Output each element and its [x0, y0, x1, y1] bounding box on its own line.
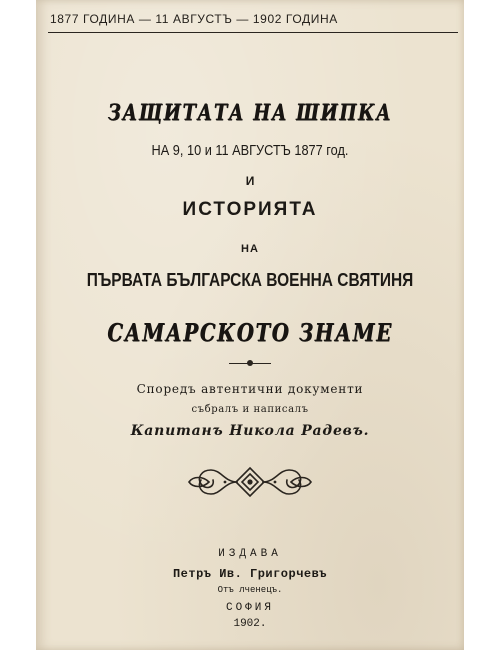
author-name: Капитанъ Никола Радевъ.: [130, 423, 370, 439]
publisher-label: ИЗДАВА: [218, 548, 282, 560]
second-title: ИСТОРИЯТА: [182, 199, 318, 220]
header-rule: [48, 32, 458, 33]
publication-city: СОФИЯ: [225, 602, 274, 614]
divider-dot: [247, 360, 253, 366]
byline-source: Споредъ автентични документи: [136, 382, 364, 396]
conjunction-on: НА: [241, 243, 259, 255]
floral-ornament-icon: [185, 460, 315, 504]
main-subtitle: НА 9, 10 и 11 АВГУСТЪ 1877 год.: [151, 142, 349, 159]
conjunction-and: И: [245, 174, 255, 188]
header-dates: 1877 ГОДИНА — 11 АВГУСТЪ — 1902 ГОДИНА: [50, 12, 338, 26]
third-title: ПЪРВАТА БЪЛГАРСКА ВОЕННА СВЯТИНЯ: [86, 270, 414, 290]
main-title: ЗАЩИТАТА НА ШИПКА: [107, 100, 393, 126]
publisher-name: Петръ Ив. Григорчевъ: [172, 567, 328, 581]
publication-year: 1902.: [233, 618, 267, 630]
banner-title: САМАРСКОТО ЗНАМЕ: [107, 318, 393, 347]
byline-compiled: събралъ и написалъ: [191, 404, 309, 415]
title-page: [36, 0, 464, 650]
publisher-description: Отъ лченецъ.: [217, 585, 283, 595]
